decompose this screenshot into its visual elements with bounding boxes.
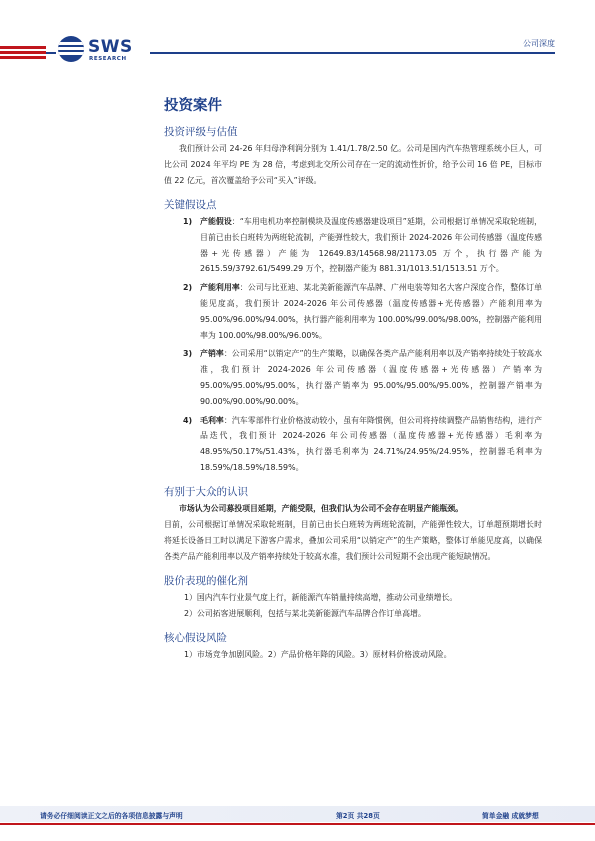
assumption-label: 毛利率 — [200, 415, 224, 425]
sws-logo-mark-icon — [58, 36, 84, 62]
footer-rule — [0, 823, 595, 825]
header-rule-left — [46, 52, 56, 54]
section-heading-different-view: 有别于大众的认识 — [164, 485, 248, 498]
sws-logo — [58, 36, 148, 64]
assumption-label: 产能利用率 — [200, 283, 240, 293]
footer-page-number: 第2页 共28页 — [336, 812, 380, 820]
footer-disclaimer: 请务必仔细阅读正文之后的各项信息披露与声明 — [40, 812, 183, 820]
assumption-number: 4) — [183, 415, 193, 425]
assumption-text: ：公司采用“以销定产”的生产策略，以确保各类产品产能利用率以及产销率持续处于较高水准，我们预计 2024-2026 年公司传感器（温度传感器+光传感器）产销率为 95.00%/95.00%/95.00%，执行器产销率为 95.00%/95.00%/95.00%，控制器产销率为 90.00%/90.00%/90.00%。 — [200, 349, 542, 406]
assumption-number: 1) — [183, 217, 193, 226]
catalyst-item: 1）国内汽车行业景气度上行，新能源汽车销量持续高增，推动公司业绩增长。 — [184, 592, 458, 602]
different-view-lead: 市场认为公司募投项目延期，产能受限，但我们认为公司不会存在明显产能瓶颈。 — [179, 503, 464, 513]
assumption-number: 2) — [183, 283, 193, 293]
rating-paragraph: 我们预计公司 24-26 年归母净利润分别为 1.41/1.78/2.50 亿。公司是国内汽车热管理系统小巨人，可比公司 2024 年平均 PE 为 28 倍，考虑到北交所公司存在一定的流动性折价，给予公司 16 倍 PE，目标市值 22 亿元，首次覆盖给予公司“买入”评级。 — [164, 144, 542, 185]
assumption-text: ：公司与比亚迪、某北美新能源汽车品牌、广州电装等知名大客户深度合作，整体订单能见度高，我们预计 2024-2026 年公司传感器（温度传感器+光传感器）产能利用率为 95.00%/96.00%/94.00%，执行器产能利用率为 100.00%/99.00%/98.00%，控制器产能利用率为 100.00%/98.00%/96.00%。 — [200, 283, 542, 340]
section-heading-risks: 核心假设风险 — [164, 631, 227, 644]
assumption-number: 3) — [183, 349, 193, 359]
section-heading-assumptions: 关键假设点 — [164, 199, 217, 211]
header-accent-stripes — [0, 46, 46, 60]
header-rule — [150, 52, 555, 54]
section-heading-rating: 投资评级与估值 — [164, 126, 238, 138]
assumption-text: ：汽车零部件行业价格波动较小，虽有年降惯例，但公司将持续调整产品销售结构，进行产品迭代，我们预计 2024-2026 年公司传感器（温度传感器+光传感器）毛利率为 48.95%/50.17%/51.43%，执行器毛利率为 24.71%/24.95%/24.95%，控制器毛利率为 18.59%/18.59%/18.59%。 — [200, 415, 542, 472]
risks-text: 1）市场竞争加剧风险。2）产品价格年降的风险。3）原材料价格波动风险。 — [184, 649, 452, 659]
different-view-paragraph: 目前，公司根据订单情况采取轮班制，目前已由长白班转为两班轮流制，产能弹性较大，订单超预期增长时将延长设备日工时以满足下游客户需求，叠加公司采用“以销定产”的生产策略，整体订单能见度高，以确保各类产品产能利用率以及产销率持续处于较高水准，我们预计公司短期不会出现产能短缺情况。 — [164, 519, 542, 561]
assumption-item — [164, 346, 542, 409]
assumption-label: 产销率 — [200, 349, 224, 359]
catalyst-item: 2）公司拓客进展顺利，包括与某北美新能源汽车品牌合作订单高增。 — [184, 608, 426, 618]
assumption-item — [164, 214, 542, 277]
page-title: 投资案件 — [164, 98, 222, 114]
assumption-item — [164, 413, 542, 476]
section-tag: 公司深度 — [523, 39, 555, 48]
assumption-text: ：“车用电机功率控制模块及温度传感器建设项目”延期，公司根据订单情况采取轮班制，目前已由长白班转为两班轮流制，产能弹性较大，我们预计 2024-2026 年公司传感器（温度传感器+光传感器）产能为 12649.83/14568.98/21173.05 万个，执行器产能为 2615.59/3792.61/5499.29 万个，控制器产能为 881.31/1013.51/1513.51 万个。 — [200, 217, 542, 274]
main-content — [164, 94, 542, 663]
logo-brand-text: SWS — [88, 37, 133, 57]
assumption-label: 产能假设 — [200, 217, 232, 226]
logo-sub-text: RESEARCH — [89, 56, 127, 62]
footer-slogan: 简单金融 成就梦想 — [482, 812, 539, 820]
assumption-item — [164, 280, 542, 343]
page-footer — [0, 806, 595, 822]
section-heading-catalysts: 股价表现的催化剂 — [164, 574, 248, 587]
